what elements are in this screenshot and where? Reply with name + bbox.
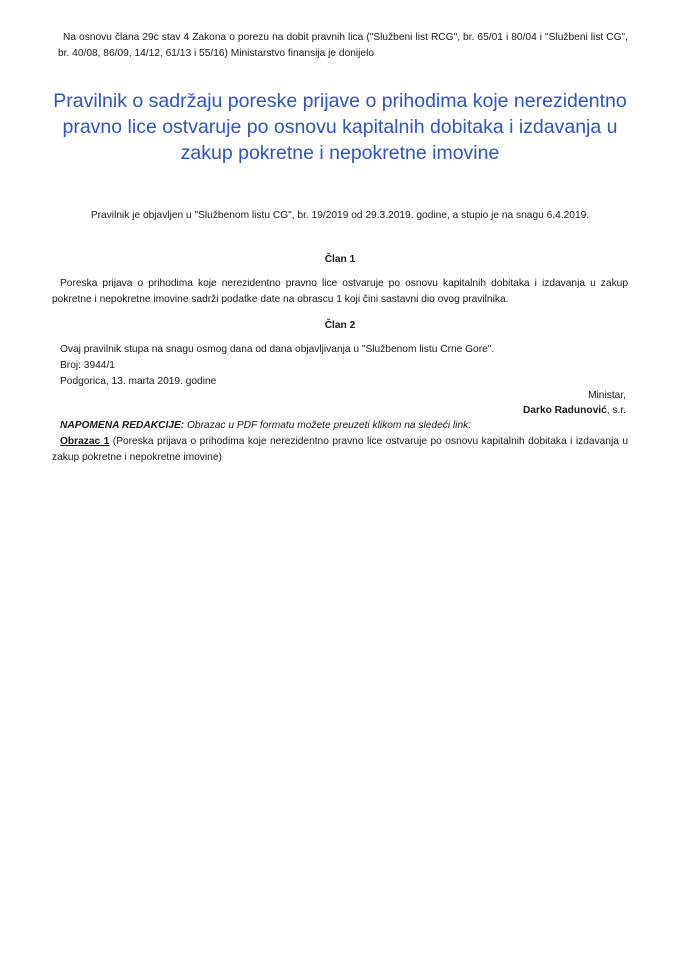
form-1-description: (Poreska prijava o prihodima koje nerezidentno pravno lice ostvaruje po osnovu kapitalnih dobitaka i izdavanja u zakup pokretne i nepokretne imovine) (52, 436, 629, 463)
place-date: Podgorica, 13. marta 2019. godine (60, 376, 217, 387)
editorial-note-label: NAPOMENA REDAKCIJE: (60, 420, 185, 431)
document-title: Pravilnik o sadržaju poreske prijave o prihodima koje nerezidentno pravno lice ostvaruje po osnovu kapitalnih dobitaka i izdavanja u zakup pokretne i nepokretne imovine (53, 90, 627, 164)
article-1-heading: Član 1 (324, 254, 356, 265)
signature-name: Darko Radunović (522, 405, 607, 416)
article-2-text: Ovaj pravilnik stupa na snagu osmog dana od dana objavljivanja u "Službenom listu Crne Gore". (60, 344, 495, 355)
signature-role: Ministar, (588, 390, 626, 401)
signature-block (523, 403, 626, 419)
signature-suffix: , s.r. (606, 405, 626, 416)
document-number: Broj: 3944/1 (60, 360, 115, 371)
preamble: Na osnovu člana 29c stav 4 Zakona o porezu na dobit pravnih lica ("Službeni list RCG", br. 65/01 i 80/04 i "Službeni list CG", br. 40/08, 86/09, 14/12, 61/13 i 55/16) Ministarstvo finansija je donijelo (58, 32, 628, 59)
editorial-note-text: Obrazac u PDF formatu možete preuzeti klikom na sledeći link: (184, 420, 472, 431)
article-2-heading: Član 2 (324, 320, 356, 331)
form-1-link[interactable]: Obrazac 1 (60, 436, 110, 447)
form-link-paragraph (52, 434, 628, 466)
publication-info: Pravilnik je objavljen u "Službenom listu CG", br. 19/2019 od 29.3.2019. godine, a stupio je na snagu 6.4.2019. (90, 210, 590, 221)
editorial-note (60, 418, 471, 434)
article-1-text: Poreska prijava o prihodima koje nerezidentno pravno lice ostvaruje po osnovu kapitalnih dobitaka i izdavanja u zakup pokretne i nepokretne imovine sadrži podatke date na obrascu 1 koji čini sastavni dio ovog pravilnika. (52, 278, 628, 305)
